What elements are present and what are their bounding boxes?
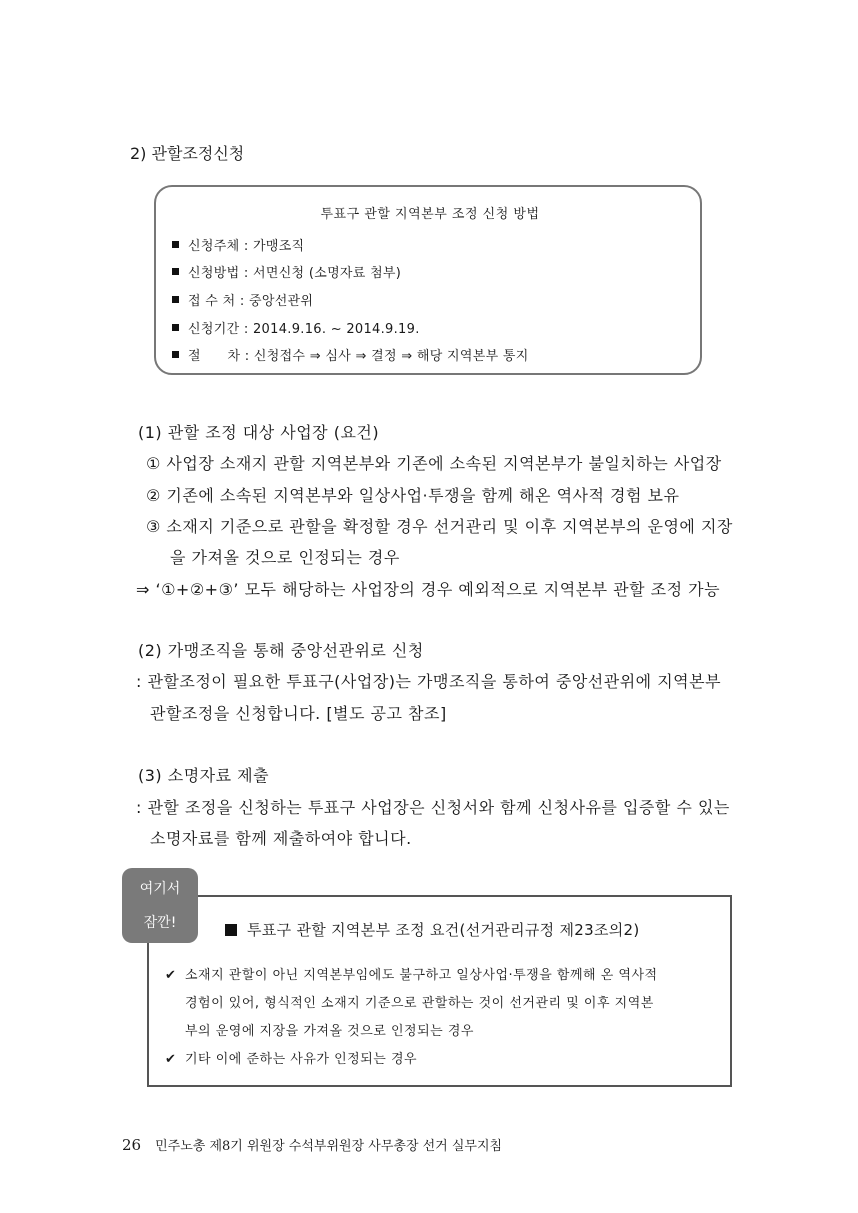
bullet-icon [172,268,179,275]
requirement-conclusion: ⇒ ‘①+②+③’ 모두 해당하는 사업장의 경우 예외적으로 지역본부 관할 조정 가능 [136,580,721,599]
note-tab-line: 여기서 [139,881,181,897]
method-box-title: 투표구 관할 지역본부 조정 신청 방법 [320,207,540,222]
bullet-icon [172,324,179,331]
requirement-item-continuation: 을 가져올 것으로 인정되는 경우 [170,548,400,567]
method-row: 접 수 처 : 중앙선관위 [172,290,313,309]
square-bullet-icon [225,924,237,936]
sub2-text-continuation: 관할조정을 신청합니다. [별도 공고 참조] [150,704,447,723]
requirement-item: ② 기존에 소속된 지역본부와 일상사업·투쟁을 함께 해온 역사적 경험 보유 [146,486,680,505]
requirement-item: ③ 소재지 기준으로 관할을 확정할 경우 선거관리 및 이후 지역본부의 운영에 지장 [146,517,733,536]
section-title: 2) 관할조정신청 [130,144,245,163]
sub3-text-continuation: 소명자료를 함께 제출하여야 합니다. [150,829,412,848]
check-icon: ✔ [165,968,177,983]
note-tab-line: 잠깐! [143,915,177,931]
sub3-text: : 관할 조정을 신청하는 투표구 사업장은 신청서와 함께 신청사유를 입증할 수 있는 [136,798,730,817]
page-footer [122,1135,502,1154]
method-row: 절 차 : 신청접수 ⇒ 심사 ⇒ 결정 ⇒ 해당 지역본부 통지 [172,345,529,364]
note-item: ✔ 기타 이에 준하는 사유가 인정되는 경우 [165,1052,418,1067]
page-number: 26 [122,1136,142,1154]
method-box [154,185,702,375]
requirement-item: ① 사업장 소재지 관할 지역본부와 기존에 소속된 지역본부가 불일치하는 사업장 [146,454,722,473]
note-title: 투표구 관할 지역본부 조정 요건(선거관리규정 제23조의2) [225,919,640,940]
sub2-heading: (2) 가맹조직을 통해 중앙선관위로 신청 [138,641,424,660]
bullet-icon [172,296,179,303]
sub2-text: : 관할조정이 필요한 투표구(사업장)는 가맹조직을 통하여 중앙선관위에 지역본부 [136,672,722,691]
sub3-heading: (3) 소명자료 제출 [138,766,270,785]
note-item-continuation: 부의 운영에 지장을 가져올 것으로 인정되는 경우 [185,1024,474,1039]
note-item-continuation: 경험이 있어, 형식적인 소재지 기준으로 관할하는 것이 선거관리 및 이후 지역본 [185,996,654,1011]
method-row: 신청기간 : 2014.9.16. ~ 2014.9.19. [172,318,420,337]
bullet-icon [172,351,179,358]
note-tab [122,868,198,943]
bullet-icon [172,241,179,248]
check-icon: ✔ [165,1052,177,1067]
note-box [147,895,732,1087]
method-row: 신청주체 : 가맹조직 [172,235,304,254]
sub1-heading: (1) 관할 조정 대상 사업장 (요건) [138,423,380,442]
footer-text: 민주노총 제8기 위원장 수석부위원장 사무총장 선거 실무지침 [155,1139,503,1154]
note-item: ✔ 소재지 관할이 아닌 지역본부임에도 불구하고 일상사업·투쟁을 함께해 온 역사적 [165,968,658,983]
method-row: 신청방법 : 서면신청 (소명자료 첨부) [172,262,401,281]
